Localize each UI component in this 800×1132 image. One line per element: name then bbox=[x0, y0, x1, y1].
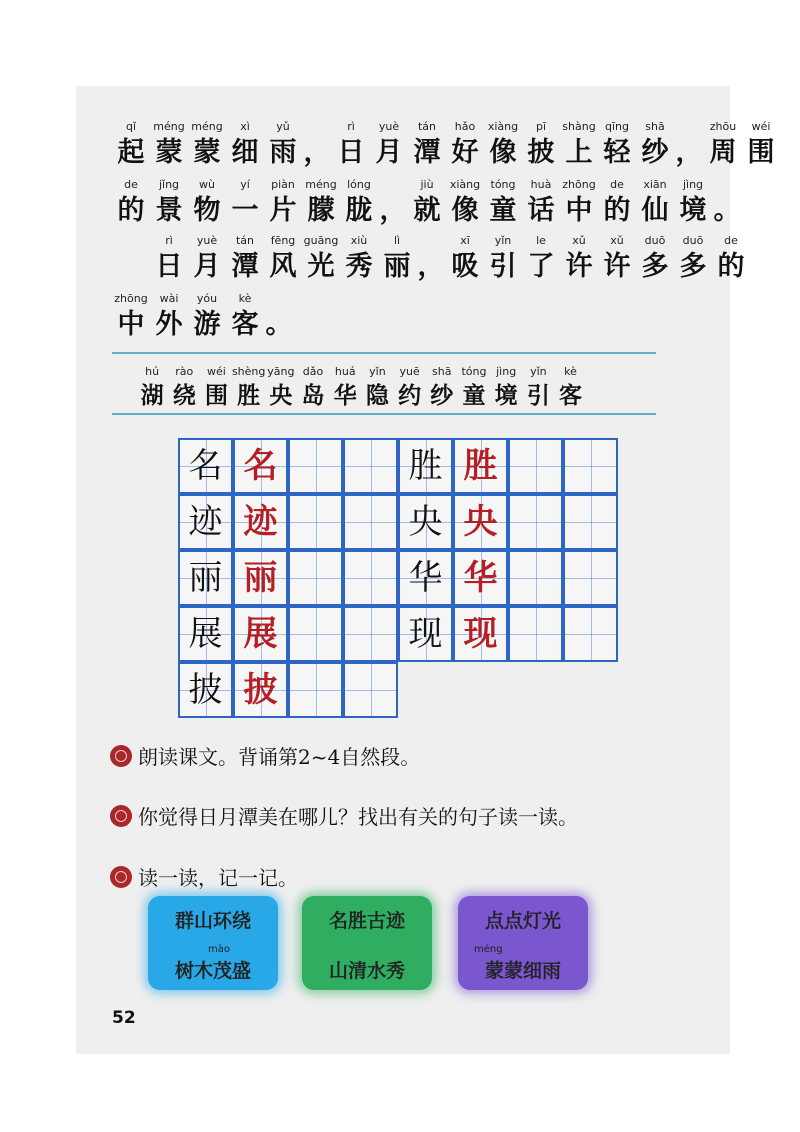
pinyin: shèng bbox=[231, 365, 266, 378]
model-char: 名 bbox=[188, 446, 223, 486]
ruby-char bbox=[522, 176, 560, 228]
passage-line bbox=[112, 176, 742, 228]
hanzi: 吸 bbox=[451, 251, 479, 282]
model-char: 迹 bbox=[188, 502, 223, 542]
grid-cell bbox=[233, 438, 288, 494]
ruby-char bbox=[674, 176, 712, 228]
grid-cell bbox=[508, 550, 563, 606]
vocab-top-rule bbox=[112, 352, 656, 354]
hanzi: 境 bbox=[494, 382, 518, 409]
pinyin: xì bbox=[240, 120, 250, 133]
hanzi: 。 bbox=[265, 309, 293, 340]
passage-line bbox=[112, 118, 780, 170]
pinyin: tán bbox=[235, 234, 255, 247]
grid-cell bbox=[508, 438, 563, 494]
trace-char: 现 bbox=[463, 614, 498, 654]
grid-cell bbox=[343, 606, 398, 662]
hanzi: 客 bbox=[559, 382, 583, 409]
grid-cell bbox=[233, 662, 288, 718]
vocab-char bbox=[136, 363, 168, 411]
hanzi: 月 bbox=[193, 251, 221, 282]
hanzi: 物 bbox=[193, 195, 221, 226]
pinyin: kè bbox=[564, 365, 577, 378]
ruby-char bbox=[560, 232, 598, 284]
hanzi: 绕 bbox=[172, 382, 196, 409]
ruby-char bbox=[408, 118, 446, 170]
ruby-char bbox=[636, 232, 674, 284]
ruby-char bbox=[598, 176, 636, 228]
ruby-char bbox=[378, 232, 416, 284]
exercise-text: 你觉得日月潭美在哪儿？找出有关的句子读一读。 bbox=[138, 805, 578, 829]
ruby-char bbox=[150, 290, 188, 342]
ruby-char bbox=[636, 176, 674, 228]
grid-cell bbox=[508, 606, 563, 662]
hanzi: 了 bbox=[527, 251, 555, 282]
ruby-char bbox=[264, 118, 302, 170]
hanzi: 外 bbox=[155, 309, 183, 340]
pinyin: xiù bbox=[350, 234, 368, 247]
ruby-char bbox=[188, 290, 226, 342]
pinyin: hú bbox=[145, 365, 160, 378]
ruby-char bbox=[112, 118, 150, 170]
pinyin: zhōng bbox=[114, 292, 148, 305]
phrase-card-2 bbox=[302, 896, 432, 990]
hanzi: 胧 bbox=[345, 195, 373, 226]
passage-line bbox=[112, 290, 294, 342]
hanzi: ， bbox=[303, 137, 331, 168]
ruby-char bbox=[112, 176, 150, 228]
vocab-char bbox=[522, 363, 554, 411]
grid-cell bbox=[343, 494, 398, 550]
pinyin: dǎo bbox=[302, 365, 324, 378]
hanzi: 多 bbox=[679, 251, 707, 282]
ruby-char bbox=[560, 118, 598, 170]
grid-cell bbox=[288, 438, 343, 494]
hanzi: 披 bbox=[527, 137, 555, 168]
vocab-char bbox=[394, 363, 426, 411]
pinyin: xǔ bbox=[610, 234, 624, 247]
pinyin: yóu bbox=[196, 292, 218, 305]
pinyin: de bbox=[610, 178, 624, 191]
hanzi: ， bbox=[417, 251, 445, 282]
pinyin: méng bbox=[153, 120, 185, 133]
pinyin: shàng bbox=[562, 120, 596, 133]
trace-char: 丽 bbox=[243, 558, 278, 598]
pinyin: jǐng bbox=[158, 178, 180, 191]
pinyin: méng bbox=[305, 178, 337, 191]
pinyin: de bbox=[124, 178, 138, 191]
ruby-char bbox=[522, 118, 560, 170]
ruby-char bbox=[674, 232, 712, 284]
writing-grid bbox=[178, 438, 618, 718]
exercise-icon bbox=[110, 745, 132, 767]
pinyin: xiàng bbox=[487, 120, 519, 133]
pinyin: jìng bbox=[496, 365, 517, 378]
pinyin: zhōu bbox=[709, 120, 737, 133]
ruby-char bbox=[408, 176, 446, 228]
trace-char: 名 bbox=[243, 446, 278, 486]
pinyin: yāng bbox=[267, 365, 295, 378]
ruby-char bbox=[150, 118, 188, 170]
hanzi: 纱 bbox=[641, 137, 669, 168]
grid-cell bbox=[178, 494, 233, 550]
pinyin: pī bbox=[535, 120, 547, 133]
model-char: 丽 bbox=[188, 558, 223, 598]
hanzi: 月 bbox=[375, 137, 403, 168]
ruby-char bbox=[484, 176, 522, 228]
ruby-char bbox=[264, 290, 294, 342]
phrase-pinyin: méng bbox=[474, 944, 503, 955]
hanzi: 引 bbox=[489, 251, 517, 282]
ruby-char bbox=[560, 176, 598, 228]
pinyin: guāng bbox=[303, 234, 339, 247]
vocab-char bbox=[426, 363, 458, 411]
phrase: 群山环绕 bbox=[174, 910, 251, 932]
grid-cell bbox=[563, 494, 618, 550]
hanzi: 上 bbox=[565, 137, 593, 168]
pinyin: yǔ bbox=[276, 120, 290, 133]
pinyin: lóng bbox=[347, 178, 371, 191]
page-number: 52 bbox=[112, 1008, 136, 1028]
grid-cell bbox=[343, 438, 398, 494]
hanzi: 周 bbox=[709, 137, 737, 168]
ruby-char bbox=[416, 232, 446, 284]
hanzi: 许 bbox=[565, 251, 593, 282]
ruby-char bbox=[712, 232, 750, 284]
phrase: 蒙蒙细雨 bbox=[484, 960, 561, 982]
pinyin: rì bbox=[165, 234, 173, 247]
vocab-bottom-rule bbox=[112, 413, 656, 415]
grid-cell bbox=[563, 606, 618, 662]
pinyin: duō bbox=[644, 234, 666, 247]
hanzi: 的 bbox=[717, 251, 745, 282]
hanzi: 童 bbox=[489, 195, 517, 226]
grid-cell bbox=[563, 550, 618, 606]
pinyin: tán bbox=[417, 120, 437, 133]
pinyin: jiù bbox=[420, 178, 434, 191]
hanzi: 央 bbox=[269, 382, 293, 409]
hanzi: 仙 bbox=[641, 195, 669, 226]
ruby-char bbox=[484, 118, 522, 170]
hanzi: 秀 bbox=[345, 251, 373, 282]
grid-cell bbox=[233, 606, 288, 662]
pinyin: qīng bbox=[605, 120, 629, 133]
pinyin: huà bbox=[530, 178, 552, 191]
ruby-char bbox=[446, 232, 484, 284]
hanzi: 轻 bbox=[603, 137, 631, 168]
vocab-char bbox=[361, 363, 393, 411]
pinyin: shā bbox=[432, 365, 452, 378]
vocab-char bbox=[265, 363, 297, 411]
grid-cell bbox=[178, 438, 233, 494]
hanzi: 引 bbox=[526, 382, 550, 409]
hanzi: 蒙 bbox=[155, 137, 183, 168]
vocab-char bbox=[554, 363, 586, 411]
hanzi: 境 bbox=[679, 195, 707, 226]
hanzi: 细 bbox=[231, 137, 259, 168]
pinyin: huá bbox=[334, 365, 356, 378]
hanzi: 许 bbox=[603, 251, 631, 282]
hanzi: 好 bbox=[451, 137, 479, 168]
ruby-char bbox=[226, 232, 264, 284]
model-char: 央 bbox=[408, 502, 443, 542]
model-char: 披 bbox=[188, 670, 223, 710]
vocab-row bbox=[136, 363, 587, 411]
pinyin: yǐn bbox=[494, 234, 512, 247]
hanzi: 丽 bbox=[383, 251, 411, 282]
phrase-card-3 bbox=[458, 896, 588, 990]
pinyin: xī bbox=[460, 234, 470, 247]
pinyin: piàn bbox=[271, 178, 295, 191]
hanzi: 纱 bbox=[430, 382, 454, 409]
pinyin: de bbox=[724, 234, 738, 247]
ruby-char bbox=[636, 118, 674, 170]
hanzi: 。 bbox=[713, 195, 741, 226]
pinyin: méng bbox=[191, 120, 223, 133]
exercise-1 bbox=[110, 741, 420, 770]
hanzi: 隐 bbox=[365, 382, 389, 409]
ruby-char bbox=[674, 118, 704, 170]
grid-cell bbox=[453, 494, 508, 550]
hanzi: 围 bbox=[204, 382, 228, 409]
pinyin: yuè bbox=[378, 120, 400, 133]
ruby-char bbox=[226, 176, 264, 228]
grid-cell bbox=[453, 438, 508, 494]
phrase-pinyin: mào bbox=[208, 944, 230, 955]
vocab-char bbox=[490, 363, 522, 411]
grid-cell bbox=[288, 494, 343, 550]
hanzi: 像 bbox=[451, 195, 479, 226]
pinyin: wài bbox=[159, 292, 179, 305]
hanzi: 一 bbox=[231, 195, 259, 226]
phrase: 树木茂盛 bbox=[174, 960, 251, 982]
ruby-char bbox=[226, 290, 264, 342]
ruby-char bbox=[112, 290, 150, 342]
grid-cell bbox=[453, 606, 508, 662]
ruby-char bbox=[264, 232, 302, 284]
ruby-char bbox=[264, 176, 302, 228]
pinyin: hǎo bbox=[454, 120, 476, 133]
ruby-char bbox=[712, 176, 742, 228]
ruby-char bbox=[188, 232, 226, 284]
exercise-2 bbox=[110, 801, 578, 830]
exercise-text: 朗读课文。背诵第2~4自然段。 bbox=[138, 745, 421, 769]
hanzi: 的 bbox=[117, 195, 145, 226]
trace-char: 披 bbox=[243, 670, 278, 710]
pinyin: rào bbox=[175, 365, 194, 378]
ruby-char bbox=[484, 232, 522, 284]
hanzi: 起 bbox=[117, 137, 145, 168]
hanzi: 岛 bbox=[301, 382, 325, 409]
model-char: 现 bbox=[408, 614, 443, 654]
hanzi: 朦 bbox=[307, 195, 335, 226]
model-char: 胜 bbox=[408, 446, 443, 486]
grid-cell bbox=[288, 550, 343, 606]
hanzi: 日 bbox=[155, 251, 183, 282]
exercise-3 bbox=[110, 862, 298, 891]
grid-cell bbox=[398, 494, 453, 550]
ruby-char bbox=[742, 118, 780, 170]
hanzi: 蒙 bbox=[193, 137, 221, 168]
pinyin: lì bbox=[393, 234, 401, 247]
pinyin: yǐn bbox=[369, 365, 386, 378]
hanzi: 胜 bbox=[237, 382, 261, 409]
hanzi: 雨 bbox=[269, 137, 297, 168]
grid-cell bbox=[508, 494, 563, 550]
ruby-char bbox=[598, 232, 636, 284]
ruby-char bbox=[150, 176, 188, 228]
exercise-icon bbox=[110, 866, 132, 888]
pinyin: duō bbox=[682, 234, 704, 247]
trace-char: 华 bbox=[463, 558, 498, 598]
vocab-char bbox=[200, 363, 232, 411]
exercise-text: 读一读，记一记。 bbox=[138, 866, 298, 890]
hanzi: 日 bbox=[337, 137, 365, 168]
trace-char: 展 bbox=[243, 614, 278, 654]
pinyin: yǐn bbox=[530, 365, 547, 378]
hanzi: 客 bbox=[231, 309, 259, 340]
hanzi: 游 bbox=[193, 309, 221, 340]
trace-char: 迹 bbox=[243, 502, 278, 542]
pinyin: tóng bbox=[461, 365, 487, 378]
pinyin: tóng bbox=[490, 178, 516, 191]
hanzi: 约 bbox=[398, 382, 422, 409]
hanzi: 像 bbox=[489, 137, 517, 168]
hanzi: 中 bbox=[117, 309, 145, 340]
vocab-char bbox=[458, 363, 490, 411]
grid-cell bbox=[178, 606, 233, 662]
phrase: 山清水秀 bbox=[328, 960, 405, 982]
hanzi: 湖 bbox=[140, 382, 164, 409]
ruby-char bbox=[188, 118, 226, 170]
grid-cell bbox=[343, 662, 398, 718]
grid-cell bbox=[453, 550, 508, 606]
ruby-char bbox=[302, 118, 332, 170]
pinyin: qǐ bbox=[125, 120, 137, 133]
pinyin: shā bbox=[645, 120, 665, 133]
grid-cell bbox=[398, 606, 453, 662]
grid-cell bbox=[178, 662, 233, 718]
hanzi: 的 bbox=[603, 195, 631, 226]
ruby-char bbox=[150, 232, 188, 284]
ruby-char bbox=[302, 176, 340, 228]
pinyin: wéi bbox=[751, 120, 771, 133]
ruby-char bbox=[704, 118, 742, 170]
ruby-char bbox=[340, 232, 378, 284]
hanzi: 光 bbox=[307, 251, 335, 282]
pinyin: yuè bbox=[196, 234, 218, 247]
hanzi: 景 bbox=[155, 195, 183, 226]
vocab-char bbox=[297, 363, 329, 411]
grid-cell bbox=[398, 438, 453, 494]
pinyin: xiān bbox=[643, 178, 667, 191]
grid-cell bbox=[398, 550, 453, 606]
hanzi: 中 bbox=[565, 195, 593, 226]
hanzi: 潭 bbox=[413, 137, 441, 168]
vocab-char bbox=[168, 363, 200, 411]
hanzi: 片 bbox=[269, 195, 297, 226]
trace-char: 胜 bbox=[463, 446, 498, 486]
ruby-char bbox=[332, 118, 370, 170]
ruby-char bbox=[340, 176, 378, 228]
trace-char: 央 bbox=[463, 502, 498, 542]
hanzi: 童 bbox=[462, 382, 486, 409]
ruby-char bbox=[446, 118, 484, 170]
grid-cell bbox=[178, 550, 233, 606]
hanzi: ， bbox=[675, 137, 703, 168]
vocab-char bbox=[329, 363, 361, 411]
model-char: 展 bbox=[188, 614, 223, 654]
phrase-card-1 bbox=[148, 896, 278, 990]
hanzi: 多 bbox=[641, 251, 669, 282]
pinyin: rì bbox=[347, 120, 355, 133]
ruby-char bbox=[188, 176, 226, 228]
grid-cell bbox=[233, 550, 288, 606]
pinyin: jìng bbox=[682, 178, 704, 191]
grid-cell bbox=[288, 606, 343, 662]
ruby-char bbox=[302, 232, 340, 284]
ruby-char bbox=[378, 176, 408, 228]
ruby-char bbox=[522, 232, 560, 284]
pinyin: yuē bbox=[399, 365, 420, 378]
passage-line bbox=[150, 232, 750, 284]
ruby-char bbox=[370, 118, 408, 170]
hanzi: 话 bbox=[527, 195, 555, 226]
pinyin: fēng bbox=[270, 234, 296, 247]
pinyin: wù bbox=[199, 178, 215, 191]
grid-cell bbox=[288, 662, 343, 718]
vocab-char bbox=[233, 363, 265, 411]
phrase: 点点灯光 bbox=[484, 910, 561, 932]
phrase: 名胜古迹 bbox=[328, 910, 405, 932]
hanzi: 华 bbox=[333, 382, 357, 409]
pinyin: wéi bbox=[207, 365, 226, 378]
ruby-char bbox=[226, 118, 264, 170]
hanzi: 围 bbox=[747, 137, 775, 168]
pinyin: le bbox=[536, 234, 546, 247]
pinyin: xiàng bbox=[449, 178, 481, 191]
pinyin: yí bbox=[240, 178, 250, 191]
model-char: 华 bbox=[408, 558, 443, 598]
hanzi: ， bbox=[379, 195, 407, 226]
ruby-char bbox=[446, 176, 484, 228]
grid-cell bbox=[233, 494, 288, 550]
grid-cell bbox=[343, 550, 398, 606]
grid-cell bbox=[563, 438, 618, 494]
pinyin: zhōng bbox=[562, 178, 596, 191]
pinyin: xǔ bbox=[572, 234, 586, 247]
hanzi: 就 bbox=[413, 195, 441, 226]
hanzi: 潭 bbox=[231, 251, 259, 282]
hanzi: 风 bbox=[269, 251, 297, 282]
pinyin: kè bbox=[238, 292, 252, 305]
ruby-char bbox=[598, 118, 636, 170]
exercise-icon bbox=[110, 805, 132, 827]
